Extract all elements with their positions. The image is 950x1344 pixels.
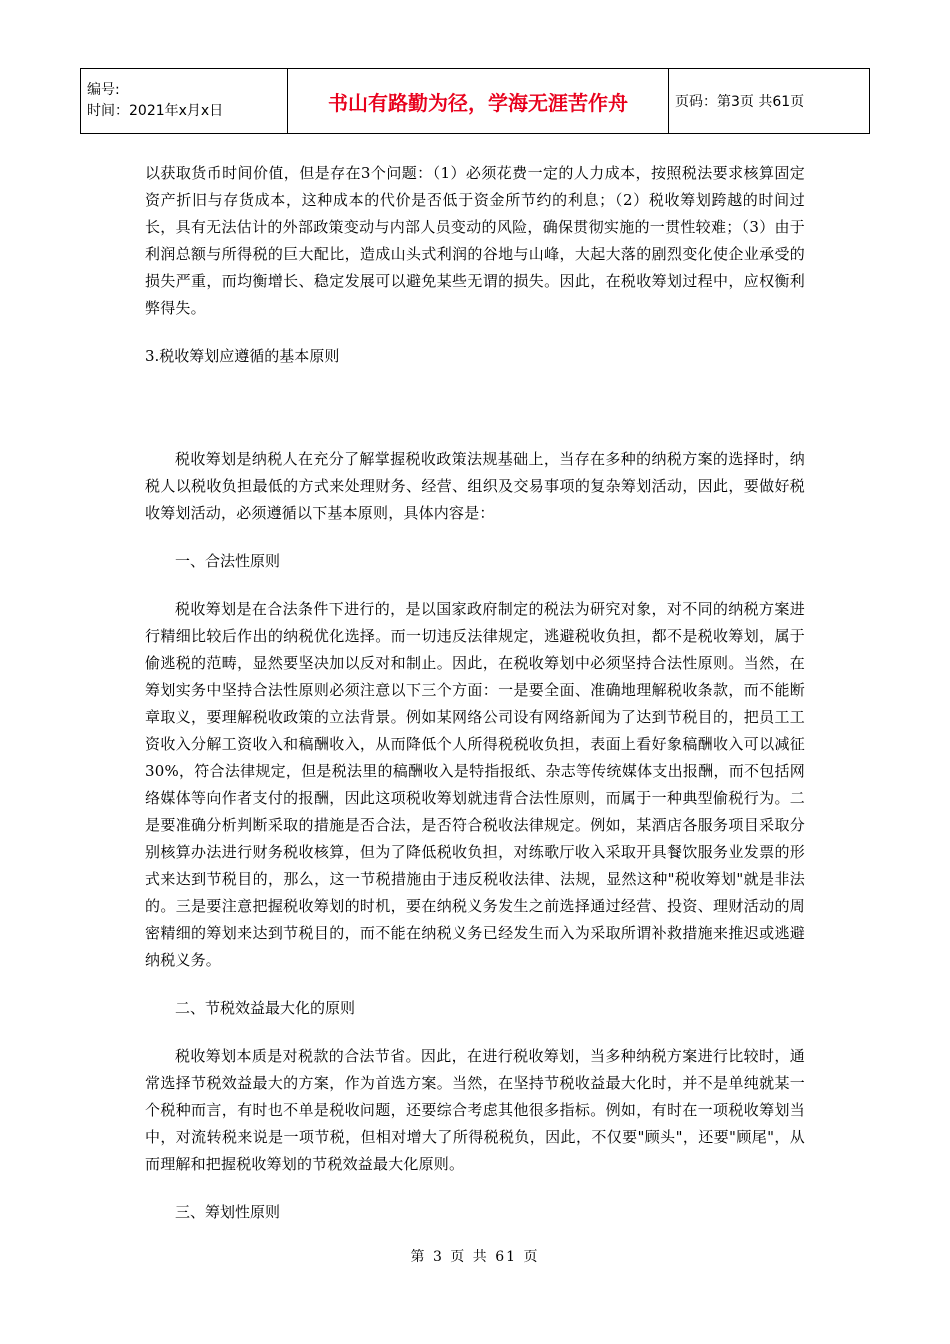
header-motto: 书山有路勤为径，学海无涯苦作舟 [288, 69, 669, 134]
paragraph-intro: 税收筹划是纳税人在充分了解掌握税收政策法规基础上，当存在多种的纳税方案的选择时，纳税人以税收负担最低的方式来处理财务、经营、组织及交易事项的复杂筹划活动，因此，要做好税收筹划活动，必须遵循以下基本原则，具体内容是： [145, 450, 805, 522]
heading-planning: 三、筹划性原则 [175, 1203, 281, 1221]
paragraph-legality: 税收筹划是在合法条件下进行的，是以国家政府制定的税法为研究对象，对不同的纳税方案进行精细比较后作出的纳税优化选择。而一切违反法律规定，逃避税收负担，都不是税收筹划，属于偷逃税的范畴，显然要坚决加以反对和制止。因此，在税收筹划中必须坚持合法性原则。当然，在筹划实务中坚持合法性原则必须注意以下三个方面：一是要全面、准确地理解税收条款，而不能断章取义，要理解税收政策的立法背景。例如某网络公司设有网络新闻为了达到节税目的，把员工工资收入分解工资收入和稿酬收入，从而降低个人所得税税收负担，表面上看好象稿酬收入可以减征30%，符合法律规定，但是税法里的稿酬收入是特指报纸、杂志等传统媒体支出报酬，而不包括网络媒体等向作者支付的报酬，因此这项税收筹划就违背合法性原则，而属于一种典型偷税行为。二是要准确分析判断采取的措施是否合法，是否符合税收法律规定。例如，某酒店各服务项目采取分别核算办法进行财务税收核算，但为了降低税收负担，对练歌厅收入采取开具餐饮服务业发票的形式来达到节税目的，那么，这一节税措施由于违反税收法律、法规，显然这种"税收筹划"就是非法的。三是要注意把握税收筹划的时机，要在纳税义务发生之前选择通过经营、投资、理财活动的周密精细的筹划来达到节税目的，而不能在纳税义务已经发生而入为采取所谓补救措施来推迟或逃避纳税义务。 [145, 600, 805, 969]
header-meta-cell [81, 69, 288, 134]
paragraph-continuation: 以获取货币时间价值，但是存在3个问题：（1）必须花费一定的人力成本，按照税法要求核算固定资产折旧与存货成本，这种成本的代价是否低于资金所节约的利息；（2）税收筹划跨越的时间过长，具有无法估计的外部政策变动与内部人员变动的风险，确保贯彻实施的一贯性较难；（3）由于利润总额与所得税的巨大配比，造成山头式利润的谷地与山峰，大起大落的剧烈变化使企业承受的损失严重，而均衡增长、稳定发展可以避免某些无谓的损失。因此，在税收筹划过程中，应权衡利弊得失。 [145, 164, 805, 317]
paragraph-max-benefit: 税收筹划本质是对税款的合法节省。因此，在进行税收筹划，当多种纳税方案进行比较时，通常选择节税效益最大的方案，作为首选方案。当然，在坚持节税收益最大化时，并不是单纯就某一个税种而言，有时也不单是税收问题，还要综合考虑其他很多指标。例如，有时在一项税收筹划当中，对流转税来说是一项节税，但相对增大了所得税税负，因此，不仅要"顾头"，还要"顾尾"，从而理解和把握税收筹划的节税效益最大化原则。 [145, 1047, 805, 1173]
serial-number-label: 编号: [87, 82, 120, 98]
page-footer: 第 3 页 共 61 页 [410, 1249, 540, 1265]
document-body [145, 160, 805, 1226]
date-label: 时间：2021年x月x日 [87, 103, 224, 119]
heading-max-benefit: 二、节税效益最大化的原则 [175, 999, 356, 1017]
document-header [80, 68, 870, 134]
header-page-info: 页码：第3页 共61页 [669, 69, 870, 134]
section-heading: 3.税收筹划应遵循的基本原则 [145, 347, 340, 365]
heading-legality: 一、合法性原则 [175, 552, 281, 570]
